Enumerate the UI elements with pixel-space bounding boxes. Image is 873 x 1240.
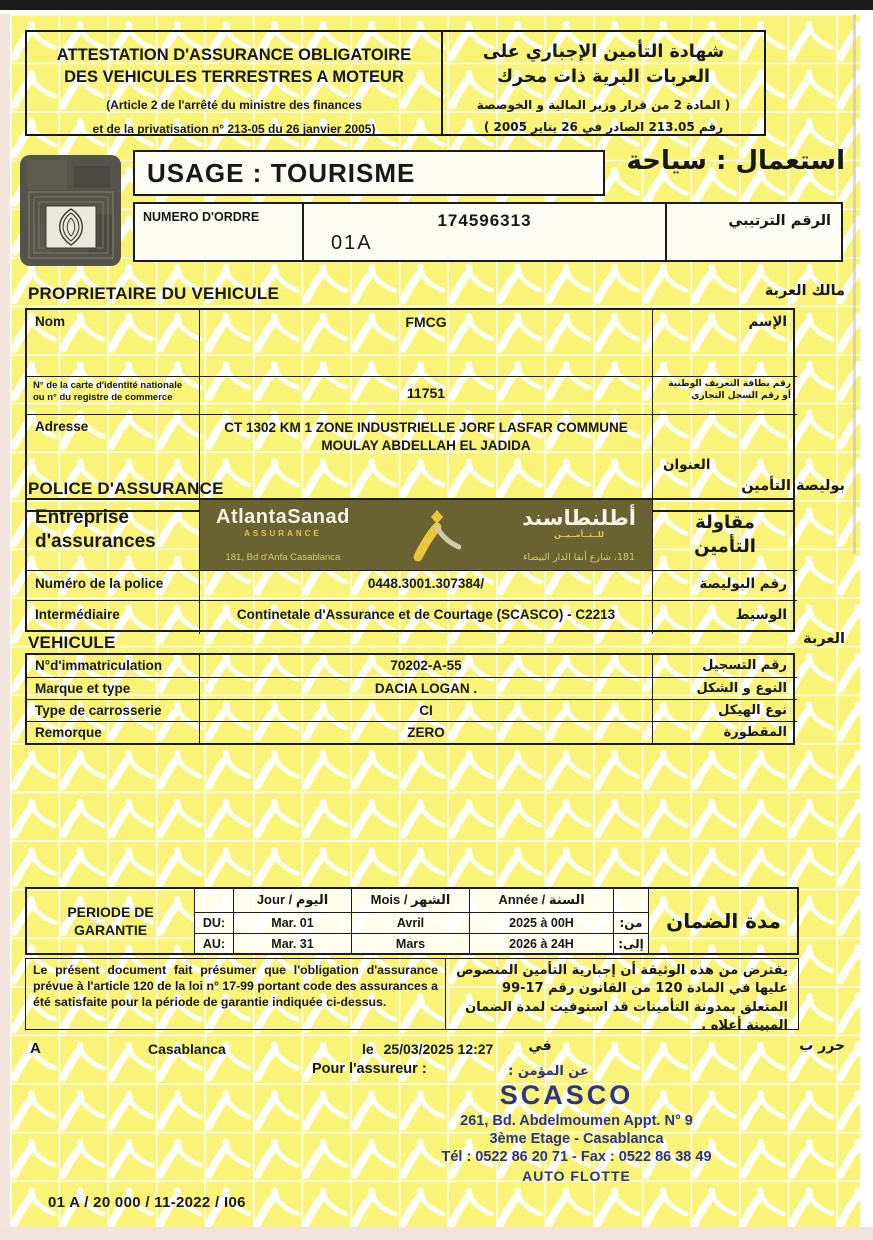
owner-id-label: N° de la carte d'identité nationale ou n° du registre de commerce	[27, 376, 199, 414]
owner-address-value: CT 1302 KM 1 ZONE INDUSTRIELLE JORF LASFAR COMMUNE MOULAY ABDELLAH EL JADIDA	[199, 414, 652, 514]
intermediary-label-ar: الوسيط	[652, 600, 797, 634]
policy-number-label-ar: رقم البوليصة	[652, 570, 797, 600]
header-title-fr-line2: DES VEHICULES TERRESTRES A MOTEUR	[64, 68, 404, 87]
official-seal	[19, 154, 123, 268]
guarantee-to-month: Mars	[351, 933, 469, 953]
header-french	[27, 32, 441, 134]
order-code: 01A	[331, 232, 373, 254]
insurer-logo-arabic	[522, 506, 636, 563]
header-arabic	[441, 32, 764, 134]
owner-name-label-ar: الإسم	[652, 310, 797, 376]
guarantee-col-month: Mois / الشهر	[351, 889, 469, 912]
stamp-fleet-type: AUTO FLOTTE	[522, 1168, 631, 1184]
policy-section-title: POLICE D'ASSURANCE	[28, 479, 224, 498]
owner-address-label-ar: العنوان	[652, 414, 797, 514]
header-title-ar-line1: شهادة التأمين الإجباري على	[482, 42, 725, 62]
vehicle-make-label-ar: النوع و الشكل	[652, 677, 797, 699]
legal-notice	[25, 958, 799, 1034]
for-insurer-label: Pour l'assureur :	[312, 1061, 427, 1077]
guarantee-col-year: Année / السنة	[469, 889, 613, 912]
header-sub-ar-line2: رقم 213.05 الصادر في 26 يناير 2005 )	[483, 120, 724, 135]
vehicle-body-value: CI	[199, 699, 652, 721]
guarantee-from-prefix: DU:	[194, 912, 233, 933]
guarantee-to-year: 2026 à 24H	[469, 933, 613, 953]
insurer-subtitle-ar: للــتــأمــيــن	[554, 530, 604, 539]
guarantee-header-empty-1	[194, 889, 233, 912]
stamp-company-name: SCASCO	[499, 1080, 634, 1110]
guarantee-to-day: Mar. 31	[233, 933, 351, 953]
footer-reference: 01 A / 20 000 / 11-2022 / I06	[48, 1194, 246, 1211]
issue-in-ar: في	[528, 1038, 552, 1054]
scan-top-edge	[0, 0, 873, 10]
stamp-address-line1: 261, Bd. Abdelmoumen Appt. N° 9	[460, 1113, 693, 1129]
guarantee-col-day: Jour / اليوم	[233, 889, 351, 912]
vehicle-trailer-label-ar: المقطورة	[652, 721, 797, 743]
owner-id-value: 11751	[199, 376, 652, 414]
header-sub-fr-line1: (Article 2 de l'arrêté du ministre des finances	[106, 97, 362, 112]
stamp-address-line2: 3ème Etage - Casablanca	[489, 1131, 664, 1147]
vehicle-reg-value: 70202-A-55	[199, 655, 652, 677]
header-title-ar-line2: العربات البرية ذات محرك	[496, 67, 711, 88]
issue-datetime: 25/03/2025 12:27	[383, 1041, 494, 1057]
owner-section-title-ar: مالك العربة	[764, 283, 845, 299]
stamp-header-ar: عن المؤمن :	[508, 1064, 589, 1079]
legal-notice-fr: Le présent document fait présumer que l'obligation d'assurance prévue à l'article 120 de la loi n° 17-99 portant code des assurances a été satisfaite pour la période de garantie indiquée ci-dessus.	[26, 959, 446, 1029]
owner-id-label-ar: رقم بطاقة التعريف الوطنية أو رقم السجل التجاري	[652, 376, 797, 414]
issue-date-prefix: le	[362, 1041, 374, 1057]
owner-section-title: PROPRIETAIRE DU VEHICULE	[28, 284, 280, 303]
order-box-divider-2	[665, 204, 667, 260]
order-number-value: 174596313	[437, 211, 532, 230]
insurer-address: 181, Bd d'Anfa Casablanca	[225, 552, 341, 563]
usage-text-ar: استعمال : سياحة	[626, 146, 845, 176]
vehicle-body-label-ar: نوع الهيكل	[652, 699, 797, 721]
policy-number-label: Numéro de la police	[27, 570, 199, 600]
vehicle-make-label: Marque et type	[27, 677, 199, 699]
vehicle-section-title-ar: العربة	[803, 631, 845, 647]
vehicle-reg-label: N°d'immatriculation	[35, 658, 163, 673]
legal-notice-ar: يفترض من هذه الوثيقة أن إجبارية التأمين المنصوص عليها في المادة 120 من القانون رقم 17-99 المتعلق بمدونة التأمينات قد استوفيت لمدة الضمان المبينة أعلاه .	[456, 963, 788, 1034]
owner-name-value: FMCG	[199, 310, 652, 376]
guarantee-header-empty-2	[613, 889, 648, 912]
vehicle-section-title: VEHICULE	[28, 633, 116, 652]
stamp-phone: Tél : 0522 86 20 71 - Fax : 0522 86 38 49	[441, 1149, 712, 1165]
owner-name-label: Nom	[35, 314, 65, 329]
intermediary-value: Continetale d'Assurance et de Courtage (SCASCO) - C2213	[199, 600, 652, 634]
policy-section-title-ar: بوليصة التأمين	[741, 478, 845, 494]
header-sub-ar-line1: ( المادة 2 من قرار وزير المالية و الخوصصة	[476, 97, 731, 112]
guarantee-from-month: Avril	[351, 912, 469, 933]
issue-date-line	[362, 1041, 493, 1057]
insurer-company-label-ar: مقاولة التأمين	[652, 500, 797, 570]
vehicle-body-label: Type de carrosserie	[27, 699, 199, 721]
guarantee-to-prefix: AU:	[194, 933, 233, 953]
guarantee-from-year: 2025 à 00H	[469, 912, 613, 933]
insurer-logo-cell	[199, 500, 652, 570]
insurer-address-ar: 181، شارع أنفا الدار البيضاء	[523, 552, 636, 563]
usage-banner	[133, 150, 605, 196]
scan-left-edge	[0, 14, 10, 1227]
guarantee-to-label-ar: إلى:	[613, 933, 648, 953]
vehicle-make-value: DACIA LOGAN .	[199, 677, 652, 699]
policy-table	[25, 498, 795, 632]
insurer-company-label: Entreprise d'assurances	[35, 507, 156, 552]
policy-number-value: 0448.3001.307384/	[199, 570, 652, 600]
vehicle-table	[25, 653, 795, 745]
agency-mark: A	[30, 1040, 41, 1057]
vehicle-reg-label-ar: رقم التسجيل	[652, 655, 797, 677]
insurer-subtitle: ASSURANCE	[244, 529, 322, 538]
insurer-logo-latin	[216, 506, 350, 563]
insurer-name: AtlantaSanad	[216, 506, 350, 528]
guarantee-duration-label-ar: مدة الضمان	[648, 889, 798, 953]
document-header	[25, 30, 766, 136]
usage-text-fr: USAGE : TOURISME	[147, 158, 416, 188]
order-number-label-ar: الرقم الترتيبي	[728, 213, 831, 229]
vehicle-trailer-label: Remorque	[27, 721, 199, 743]
issue-city: Casablanca	[148, 1041, 226, 1057]
guarantee-table	[25, 887, 799, 955]
intermediary-label: Intermédiaire	[27, 600, 199, 634]
scan-bottom-edge	[0, 1227, 873, 1240]
vehicle-trailer-value: ZERO	[199, 721, 652, 743]
order-number-box	[133, 202, 843, 262]
header-sub-fr-line2: et de la privatisation n° 213-05 du 26 janvier 2005)	[92, 121, 376, 136]
insurer-name-ar: أطلنطاسند	[522, 506, 636, 530]
scan-artifact-line	[853, 14, 856, 554]
owner-address-label: Adresse	[27, 414, 199, 514]
insurer-logo	[200, 500, 652, 570]
scasco-stamp	[404, 1064, 749, 1184]
guarantee-period-label: PERIODE DE GARANTIE	[67, 903, 154, 938]
issue-drawn-ar: حرر ب	[799, 1038, 845, 1054]
guarantee-from-day: Mar. 01	[233, 912, 351, 933]
insurer-logo-icon	[411, 508, 461, 562]
header-title-fr-line1: ATTESTATION D'ASSURANCE OBLIGATOIRE	[56, 46, 412, 64]
order-number-label: NUMERO D'ORDRE	[143, 210, 260, 224]
guarantee-from-label-ar: من:	[613, 912, 648, 933]
